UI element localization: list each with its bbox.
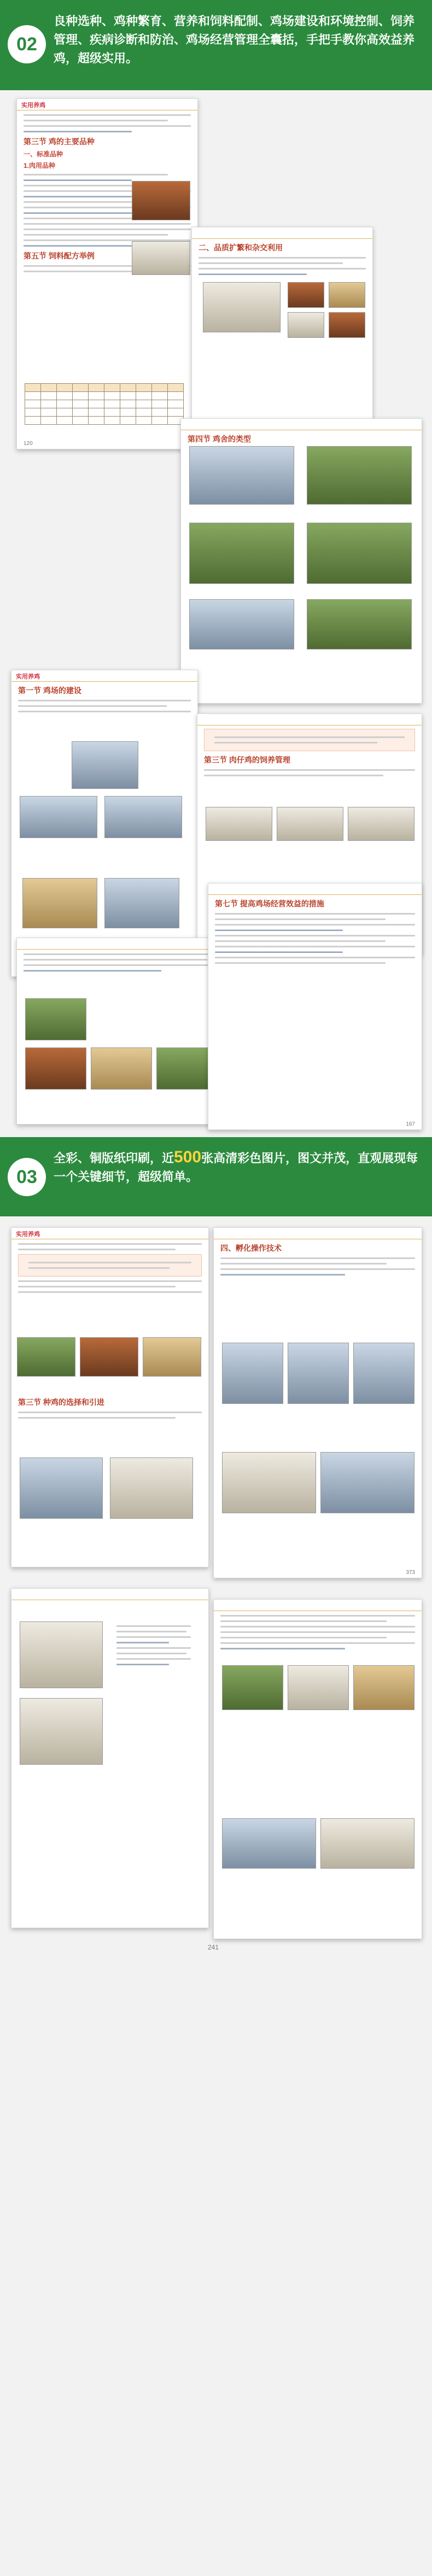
book-page xyxy=(11,670,198,977)
field-photo xyxy=(307,523,412,584)
farm-photo xyxy=(307,446,412,505)
hatchery-photo xyxy=(222,1452,316,1513)
chicks-photo xyxy=(320,1818,415,1869)
cage-photo xyxy=(72,741,138,789)
book-page xyxy=(208,883,422,1130)
page-header xyxy=(214,1228,422,1239)
page-header xyxy=(214,1600,422,1611)
section-heading: 第七节 提高鸡场经营效益的措施 xyxy=(215,899,324,908)
page-number: 167 xyxy=(406,1121,415,1127)
section-heading: 二、品质扩繁和杂交利用 xyxy=(199,243,283,252)
page-header xyxy=(11,670,197,682)
house-interior-photo xyxy=(104,878,179,928)
gate-photo xyxy=(189,446,294,505)
section-description: 良种选种、鸡种繁育、营养和饲料配制、鸡场建设和环境控制、饲养管理、疾病诊断和防治、鸡场经营管理全囊括，手把手教你高效益养鸡，超级实用。 xyxy=(54,14,415,65)
section-description xyxy=(54,1148,422,1186)
greenhouse-photo xyxy=(189,523,294,584)
section-02-banner xyxy=(0,0,432,90)
subsection-heading: 1.肉用品种 xyxy=(24,162,56,169)
tip-box xyxy=(204,729,415,751)
chicks-photo xyxy=(20,1621,103,1688)
book-pages-preview-2 xyxy=(0,1216,432,2576)
section-heading: 第五节 饲料配方举例 xyxy=(24,251,95,260)
book-page xyxy=(180,418,422,704)
chicken-photo xyxy=(25,1047,86,1090)
section-heading: 第四节 鸡舍的类型 xyxy=(188,435,251,443)
page-header xyxy=(197,714,422,725)
cage-photo xyxy=(20,1457,103,1519)
feeder-photo xyxy=(222,1665,283,1710)
section-heading: 第三节 肉仔鸡的饲养管理 xyxy=(204,756,290,764)
bottom-page-number: 241 xyxy=(208,1943,219,1951)
section-03-banner xyxy=(0,1137,432,1216)
chicken-photo xyxy=(329,312,365,338)
breeding-diagram xyxy=(203,282,281,332)
chicken-photo xyxy=(80,1337,138,1377)
chicken-photo xyxy=(329,282,365,308)
header-brand: 实用养鸡 xyxy=(21,102,45,109)
book-page xyxy=(11,1588,209,1928)
chicken-photo xyxy=(91,1047,152,1090)
chicken-photo xyxy=(143,1337,201,1377)
book-page xyxy=(16,98,198,449)
header-brand: 实用养鸡 xyxy=(16,1231,40,1238)
page-number: 373 xyxy=(406,1570,415,1576)
header-brand: 实用养鸡 xyxy=(16,674,40,680)
chicken-photo xyxy=(25,998,86,1040)
house-photo xyxy=(20,796,97,838)
subsection-heading: 一、标准品种 xyxy=(24,150,63,158)
book-page xyxy=(11,1227,209,1567)
incubator-photo xyxy=(222,1343,283,1404)
incubator-photo xyxy=(288,1343,349,1404)
book-page xyxy=(213,1227,422,1578)
chicks-photo xyxy=(348,807,415,841)
section-heading: 第三节 种鸡的选择和引进 xyxy=(18,1398,104,1407)
page-header xyxy=(192,227,372,239)
page-header xyxy=(17,99,197,110)
chicks-photo xyxy=(206,807,272,841)
page-number: 120 xyxy=(24,441,33,447)
tip-box xyxy=(18,1254,202,1277)
page-header xyxy=(208,883,422,895)
section-text-highlight: 500 xyxy=(174,1148,202,1166)
chicken-photo xyxy=(288,312,324,338)
equipment-photo xyxy=(110,1457,193,1519)
page-header xyxy=(181,419,422,430)
hen-photo xyxy=(132,241,190,275)
section-heading: 第三节 鸡的主要品种 xyxy=(24,137,95,146)
chicks-photo xyxy=(288,1665,349,1710)
chicks-photo xyxy=(353,1665,415,1710)
section-text-prefix: 全彩、铜版纸印刷，近 xyxy=(54,1151,174,1165)
book-pages-preview-1 xyxy=(0,90,432,1137)
chicks-photo xyxy=(20,1698,103,1765)
page-header xyxy=(11,1228,208,1239)
book-page xyxy=(213,1599,422,1939)
feed-formula-table xyxy=(25,383,184,425)
chicken-photo xyxy=(17,1337,75,1377)
chicks-photo xyxy=(222,1818,316,1869)
rooster-photo xyxy=(132,181,190,220)
incubator-photo xyxy=(353,1343,415,1404)
farm-photo xyxy=(307,599,412,649)
hatchery-photo xyxy=(320,1452,415,1513)
building-photo xyxy=(189,599,294,649)
section-number: 02 xyxy=(8,25,46,63)
section-number: 03 xyxy=(8,1158,46,1196)
page-header xyxy=(11,1589,208,1600)
section-heading: 四、孵化操作技术 xyxy=(220,1244,282,1252)
section-heading: 第一节 鸡场的建设 xyxy=(18,686,81,695)
chicken-photo xyxy=(288,282,324,308)
chicks-photo xyxy=(277,807,343,841)
house-interior-photo xyxy=(22,878,97,928)
house-photo xyxy=(104,796,182,838)
section-text-suffix: 张高清彩色图片，图文并茂，直观展现每一个关键细节，超级简单。 xyxy=(54,1151,418,1184)
